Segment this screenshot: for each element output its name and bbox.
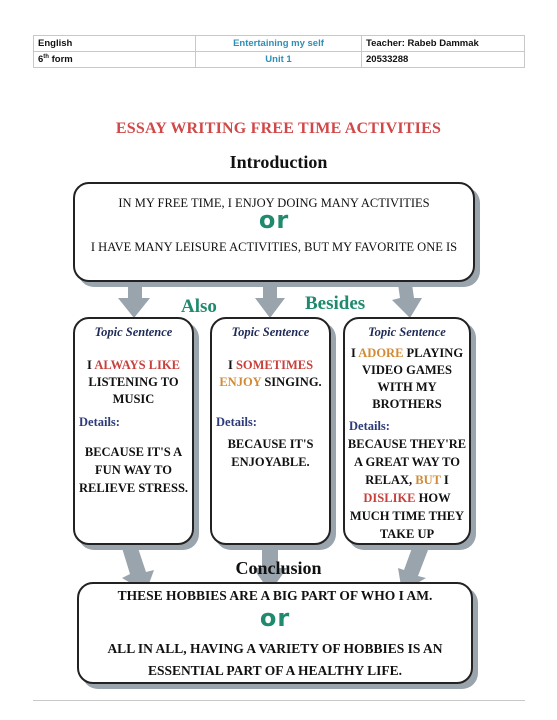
intro-line-2: I HAVE MANY LEISURE ACTIVITIES, BUT MY FAVORITE ONE IS (90, 240, 458, 254)
paragraph-box-1 (73, 317, 194, 545)
form-cell: 6th form (34, 52, 196, 68)
code-cell: 20533288 (362, 52, 525, 68)
arrow-down-icon (118, 284, 150, 318)
connector-besides: Besides (305, 293, 366, 314)
details-text: BECAUSE IT'S A FUN WAY TO RELIEVE STRESS. (78, 445, 189, 495)
arrow-down-icon (392, 284, 422, 318)
topic-sentence: I ALWAYS LIKE LISTENING TO MUSIC (87, 358, 180, 406)
introduction-box (73, 182, 475, 282)
conclusion-line-1: THESE HOBBIES ARE A BIG PART OF WHO I AM. (117, 588, 433, 603)
arrow-down-icon (255, 284, 285, 318)
page-divider (33, 700, 525, 701)
details-text: BECAUSE THEY'RE A GREAT WAY TO RELAX, BUT I DISLIKE HOW MUCH TIME THEY TAKE UP (347, 437, 467, 541)
details-label: Details: (79, 415, 120, 429)
topic-sentence-label: Topic Sentence (231, 325, 310, 339)
introduction-heading: Introduction (229, 152, 328, 172)
page-title: ESSAY WRITING FREE TIME ACTIVITIES (115, 120, 442, 137)
intro-or: or (258, 206, 290, 234)
subject-cell: English (34, 36, 196, 52)
details-label: Details: (216, 415, 257, 429)
topic-sentence-label: Topic Sentence (368, 325, 446, 339)
conclusion-box (77, 582, 473, 684)
paragraph-box-3 (343, 317, 471, 545)
unit-cell: Unit 1 (196, 52, 362, 68)
details-label: Details: (349, 419, 390, 433)
topic-sentence: I ADORE PLAYING VIDEO GAMES WITH MY BROTHERS (350, 346, 464, 411)
intro-line-1: IN MY FREE TIME, I ENJOY DOING MANY ACTIVITIES (118, 196, 430, 210)
topic-sentence: I SOMETIMES ENJOY SINGING. (219, 358, 322, 389)
conclusion-heading: Conclusion (235, 558, 322, 578)
details-text: BECAUSE IT'S ENJOYABLE. (227, 437, 314, 469)
conclusion-line-2: ALL IN ALL, HAVING A VARIETY OF HOBBIES IS AN ESSENTIAL PART OF A HEALTHY LIFE. (107, 641, 443, 678)
paragraph-box-2 (210, 317, 331, 545)
connector-also: Also (181, 296, 217, 317)
teacher-cell: Teacher: Rabeb Dammak (362, 36, 525, 52)
conclusion-or: or (259, 604, 291, 632)
topic-sentence-label: Topic Sentence (94, 325, 173, 339)
topic-cell: Entertaining my self (196, 36, 362, 52)
